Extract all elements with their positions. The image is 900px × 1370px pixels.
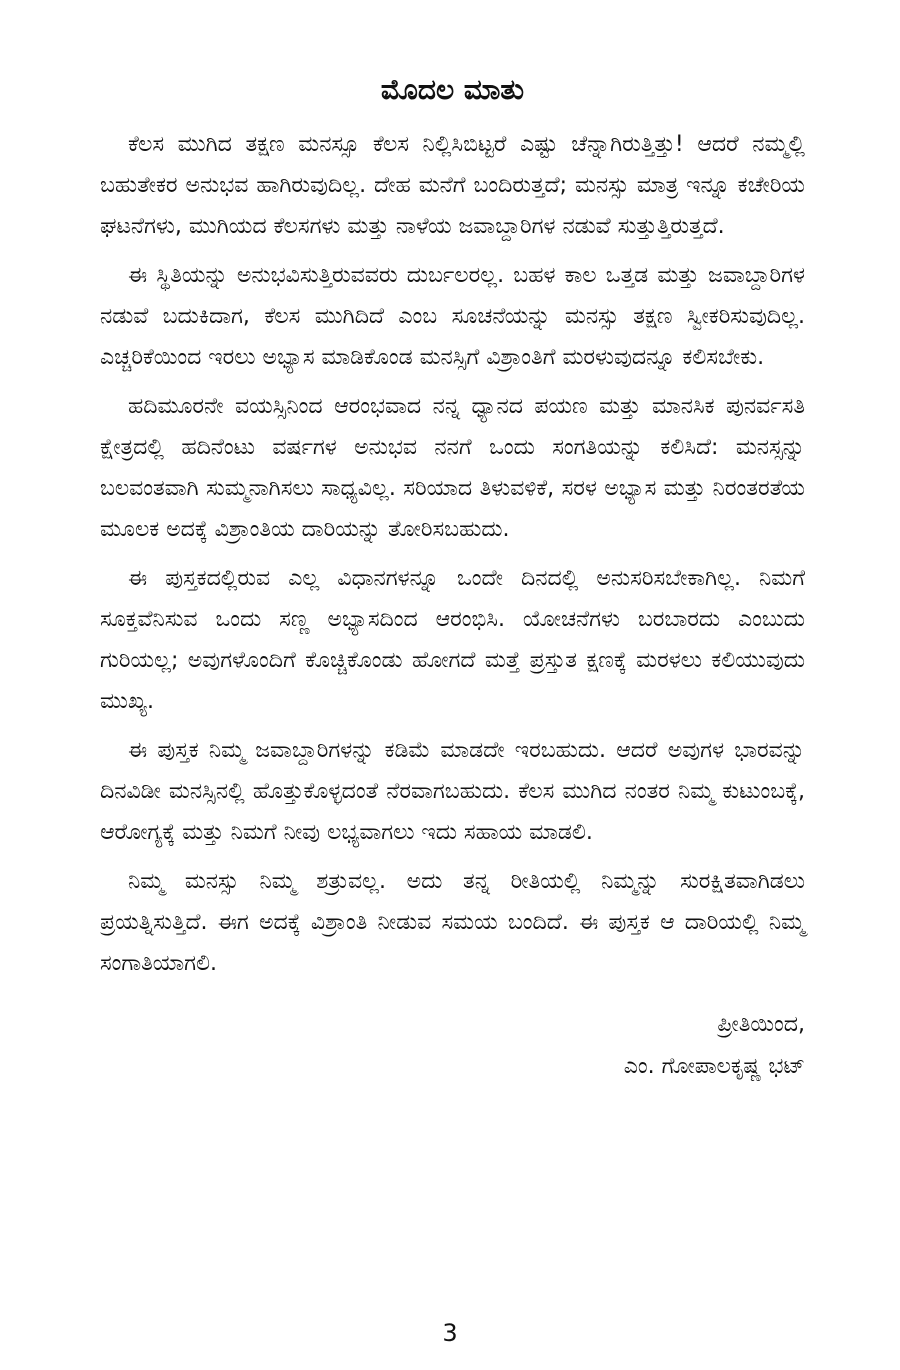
paragraph-1: ಕೆಲಸ ಮುಗಿದ ತಕ್ಷಣ ಮನಸ್ಸೂ ಕೆಲಸ ನಿಲ್ಲಿಸಿಬಿಟ್ಟರೆ ಎಷ್ಟು ಚೆನ್ನಾಗಿರುತ್ತಿತ್ತು! ಆದರೆ ನಮ್ಮಲ್ಲಿ ಬಹುತೇಕರ ಅನುಭವ ಹಾಗಿರುವುದಿಲ್ಲ. ದೇಹ ಮನೆಗೆ ಬಂದಿರುತ್ತದೆ; ಮನಸ್ಸು ಮಾತ್ರ ಇನ್ನೂ ಕಚೇರಿಯ ಘಟನೆಗಳು, ಮುಗಿಯದ ಕೆಲಸಗಳು ಮತ್ತು ನಾಳೆಯ ಜವಾಬ್ದಾರಿಗಳ ನಡುವೆ ಸುತ್ತುತ್ತಿರುತ್ತದೆ. <box>100 132 805 239</box>
author-name: ಎಂ. ಗೋಪಾಲಕೃಷ್ಣ ಭಟ್ <box>623 1054 805 1079</box>
paragraph-4: ಈ ಪುಸ್ತಕದಲ್ಲಿರುವ ಎಲ್ಲ ವಿಧಾನಗಳನ್ನೂ ಒಂದೇ ದಿನದಲ್ಲಿ ಅನುಸರಿಸಬೇಕಾಗಿಲ್ಲ. ನಿಮಗೆ ಸೂಕ್ತವೆನಿಸುವ ಒಂದು ಸಣ್ಣ ಅಭ್ಯಾಸದಿಂದ ಆರಂಭಿಸಿ. ಯೋಚನೆಗಳು ಬರಬಾರದು ಎಂಬುದು ಗುರಿಯಲ್ಲ; ಅವುಗಳೊಂದಿಗೆ ಕೊಚ್ಚಿಕೊಂಡು ಹೋಗದೆ ಮತ್ತೆ ಪ್ರಸ್ತುತ ಕ್ಷಣಕ್ಕೆ ಮರಳಲು ಕಲಿಯುವುದು ಮುಖ್ಯ. <box>100 566 805 714</box>
paragraph-2: ಈ ಸ್ಥಿತಿಯನ್ನು ಅನುಭವಿಸುತ್ತಿರುವವರು ದುರ್ಬಲರಲ್ಲ. ಬಹಳ ಕಾಲ ಒತ್ತಡ ಮತ್ತು ಜವಾಬ್ದಾರಿಗಳ ನಡುವೆ ಬದುಕಿದಾಗ, ಕೆಲಸ ಮುಗಿದಿದೆ ಎಂಬ ಸೂಚನೆಯನ್ನು ಮನಸ್ಸು ತಕ್ಷಣ ಸ್ವೀಕರಿಸುವುದಿಲ್ಲ. ಎಚ್ಚರಿಕೆಯಿಂದ ಇರಲು ಅಭ್ಯಾಸ ಮಾಡಿಕೊಂಡ ಮನಸ್ಸಿಗೆ ವಿಶ್ರಾಂತಿಗೆ ಮರಳುವುದನ್ನೂ ಕಲಿಸಬೇಕು. <box>100 263 805 370</box>
paragraph-6: ನಿಮ್ಮ ಮನಸ್ಸು ನಿಮ್ಮ ಶತ್ರುವಲ್ಲ. ಅದು ತನ್ನ ರೀತಿಯಲ್ಲಿ ನಿಮ್ಮನ್ನು ಸುರಕ್ಷಿತವಾಗಿಡಲು ಪ್ರಯತ್ನಿಸುತ್ತಿದೆ. ಈಗ ಅದಕ್ಕೆ ವಿಶ್ರಾಂತಿ ನೀಡುವ ಸಮಯ ಬಂದಿದೆ. ಈ ಪುಸ್ತಕ ಆ ದಾರಿಯಲ್ಲಿ ನಿಮ್ಮ ಸಂಗಾತಿಯಾಗಲಿ. <box>100 869 805 976</box>
paragraph-5: ಈ ಪುಸ್ತಕ ನಿಮ್ಮ ಜವಾಬ್ದಾರಿಗಳನ್ನು ಕಡಿಮೆ ಮಾಡದೇ ಇರಬಹುದು. ಆದರೆ ಅವುಗಳ ಭಾರವನ್ನು ದಿನವಿಡೀ ಮನಸ್ಸಿನಲ್ಲಿ ಹೊತ್ತುಕೊಳ್ಳದಂತೆ ನೆರವಾಗಬಹುದು. ಕೆಲಸ ಮುಗಿದ ನಂತರ ನಿಮ್ಮ ಕುಟುಂಬಕ್ಕೆ, ಆರೋಗ್ಯಕ್ಕೆ ಮತ್ತು ನಿಮಗೆ ನೀವು ಲಭ್ಯವಾಗಲು ಇದು ಸಹಾಯ ಮಾಡಲಿ. <box>100 738 805 845</box>
page-title: ಮೊದಲ ಮಾತು <box>380 73 525 106</box>
page-number: 3 <box>442 1319 458 1347</box>
document-page <box>100 70 805 1088</box>
closing-line: ಪ್ರೀತಿಯಿಂದ, <box>717 1012 805 1037</box>
paragraph-3: ಹದಿಮೂರನೇ ವಯಸ್ಸಿನಿಂದ ಆರಂಭವಾದ ನನ್ನ ಧ್ಯಾನದ ಪಯಣ ಮತ್ತು ಮಾನಸಿಕ ಪುನರ್ವಸತಿ ಕ್ಷೇತ್ರದಲ್ಲಿ ಹದಿನೆಂಟು ವರ್ಷಗಳ ಅನುಭವ ನನಗೆ ಒಂದು ಸಂಗತಿಯನ್ನು ಕಲಿಸಿದೆ: ಮನಸ್ಸನ್ನು ಬಲವಂತವಾಗಿ ಸುಮ್ಮನಾಗಿಸಲು ಸಾಧ್ಯವಿಲ್ಲ. ಸರಿಯಾದ ತಿಳುವಳಿಕೆ, ಸರಳ ಅಭ್ಯಾಸ ಮತ್ತು ನಿರಂತರತೆಯ ಮೂಲಕ ಅದಕ್ಕೆ ವಿಶ್ರಾಂತಿಯ ದಾರಿಯನ್ನು ತೋರಿಸಬಹುದು. <box>100 394 805 542</box>
signoff <box>100 1004 805 1088</box>
